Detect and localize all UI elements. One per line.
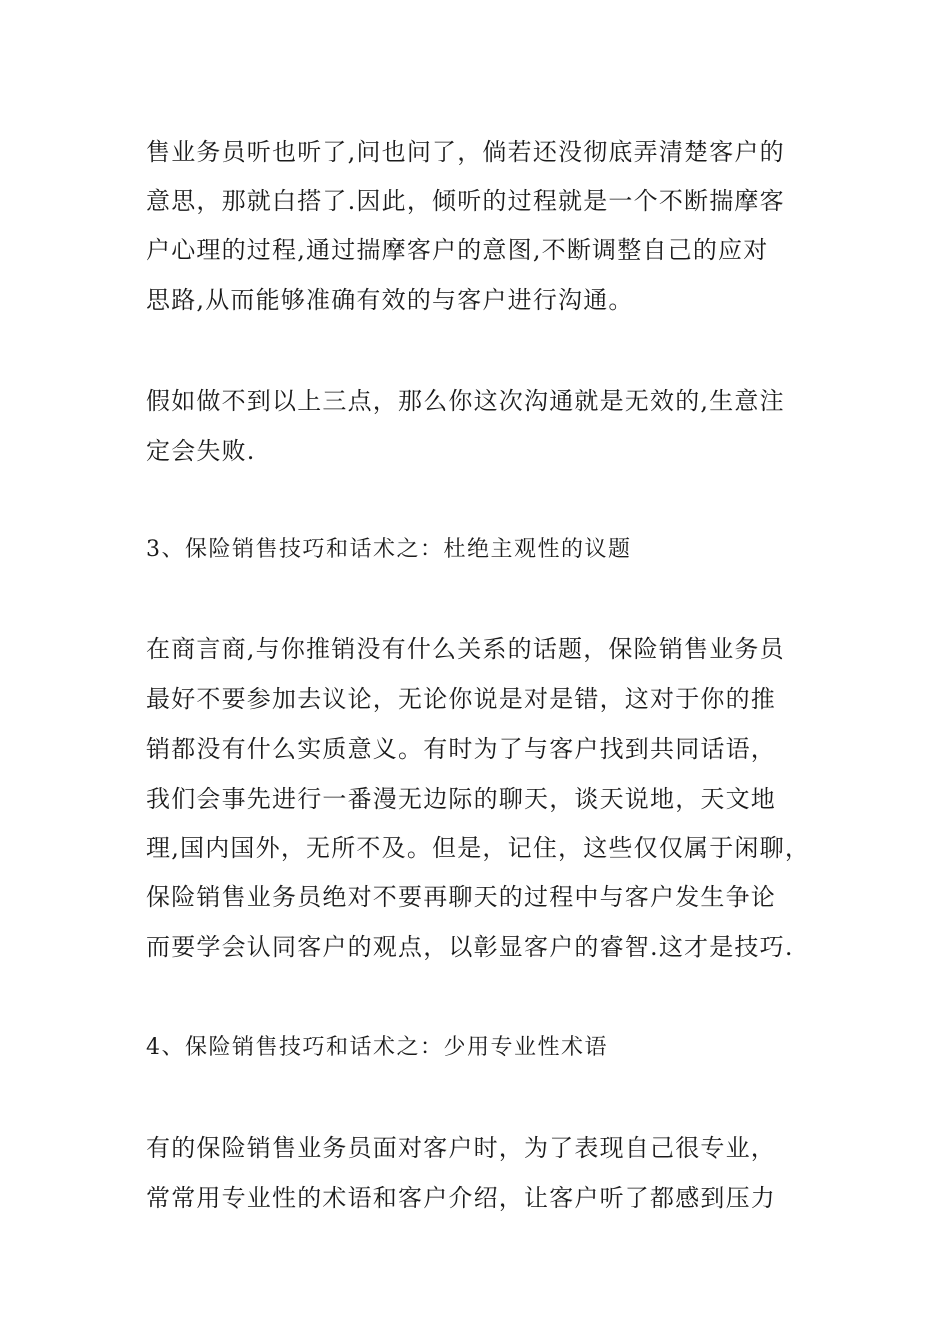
text-line: 常常用专业性的术语和客户介绍，让客户听了都感到压力 [146, 1184, 776, 1212]
text-line: 意思，那就白搭了.因此，倾听的过程就是一个不断揣摩客 [146, 187, 785, 215]
text-line: 保险销售业务员绝对不要再聊天的过程中与客户发生争论 [146, 883, 776, 911]
text-line: 销都没有什么实质意义。有时为了与客户找到共同话语， [146, 735, 776, 763]
text-line: 假如做不到以上三点，那么你这次沟通就是无效的,生意注 [146, 387, 785, 415]
text-line: 而要学会认同客户的观点，以彰显客户的睿智.这才是技巧. [146, 933, 794, 961]
text-line: 在商言商,与你推销没有什么关系的话题，保险销售业务员 [146, 635, 785, 663]
section-heading: 4、保险销售技巧和话术之：少用专业性术语 [146, 1035, 608, 1060]
text-line: 我们会事先进行一番漫无边际的聊天，谈天说地，天文地 [146, 785, 776, 813]
text-line: 有的保险销售业务员面对客户时，为了表现自己很专业， [146, 1134, 776, 1162]
text-line: 户心理的过程,通过揣摩客户的意图,不断调整自己的应对 [146, 236, 769, 264]
section-heading: 3、保险销售技巧和话术之：杜绝主观性的议题 [146, 537, 632, 562]
text-line: 理,国内国外，无所不及。但是，记住，这些仅仅属于闲聊， [146, 834, 811, 862]
text-line: 定会失败. [146, 437, 256, 465]
text-line: 思路,从而能够准确有效的与客户进行沟通。 [146, 286, 634, 314]
text-line: 最好不要参加去议论，无论你说是对是错，这对于你的推 [146, 685, 776, 713]
text-line: 售业务员听也听了,问也问了，倘若还没彻底弄清楚客户的 [146, 138, 785, 166]
